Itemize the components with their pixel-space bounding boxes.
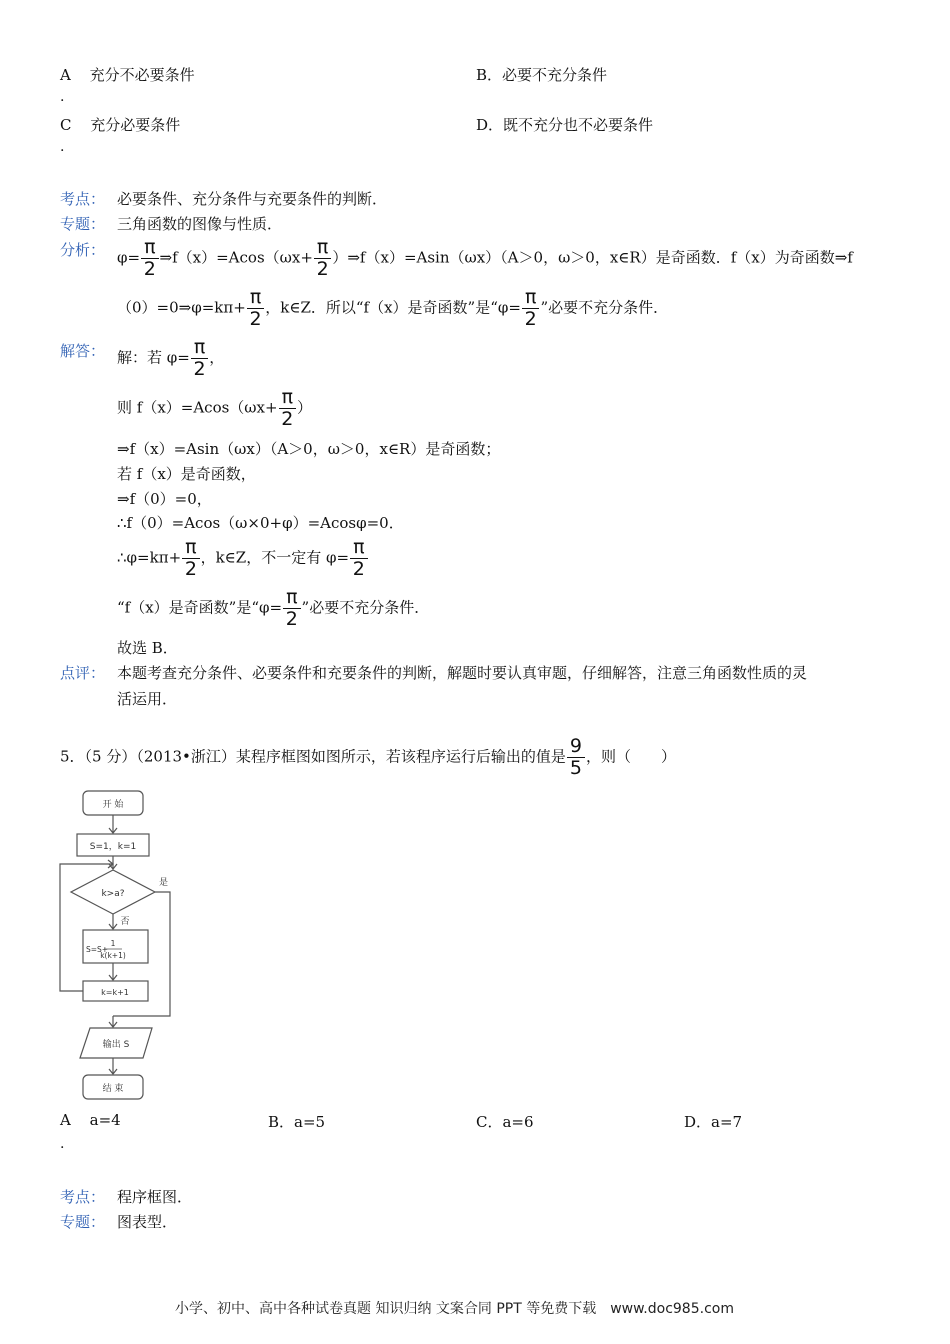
jieda-text: “f（x）是奇函数”是“φ=	[117, 598, 283, 617]
q5-option-a	[60, 1111, 121, 1129]
q5-option-a-dot: .	[60, 1136, 65, 1152]
pi-over-2-fraction	[283, 588, 300, 629]
frac-denominator: 2	[285, 608, 298, 630]
q5-zhuanti-label: 专题：	[60, 1213, 106, 1231]
jieda-text: ，	[209, 348, 225, 367]
pi-over-2-fraction	[141, 238, 158, 279]
q5-option-b: B．a=5	[268, 1113, 326, 1131]
q4-jieda-line-9: 故选 B．	[117, 639, 178, 657]
pi-over-2-fraction	[191, 338, 208, 379]
flow-update-k-label: k=k+1	[101, 988, 129, 997]
q5-option-a-text: a=4	[89, 1111, 121, 1129]
flowchart	[55, 786, 185, 1106]
q5-stem-text: 5．（5 分）（2013•浙江）某程序框图如图所示，若该程序运行后输出的值是	[60, 747, 566, 766]
frac-denominator: 2	[249, 308, 262, 330]
fenxi-text: ⇒f（x）=Acos（ωx+	[159, 248, 313, 267]
flow-yes-label: 是	[159, 878, 169, 888]
q4-option-a	[60, 64, 195, 85]
frac-denominator: 2	[184, 558, 197, 580]
flow-update-s-label: S=S+	[85, 945, 109, 954]
pi-over-2-fraction	[350, 538, 367, 579]
frac-denominator: 2	[281, 408, 294, 430]
q4-option-a-letter: A	[60, 66, 71, 84]
flow-init-label: S=1，k=1	[89, 842, 137, 852]
flow-frac-den: k(k+1)	[100, 951, 126, 960]
pi-over-2-fraction	[182, 538, 199, 579]
jieda-text: ）	[297, 398, 313, 417]
flow-no-label: 否	[120, 917, 130, 927]
frac-numerator: π	[314, 238, 331, 259]
pi-over-2-fraction	[247, 288, 264, 329]
q4-option-d: D．既不充分也不必要条件	[476, 116, 654, 134]
q4-jieda-line-8	[117, 588, 429, 629]
q4-option-a-dot: .	[60, 89, 65, 105]
frac-numerator: 9	[567, 737, 585, 758]
q4-dianping-label: 点评：	[60, 664, 106, 682]
nine-fifths-fraction	[567, 737, 585, 778]
pi-over-2-fraction	[522, 288, 539, 329]
q4-option-a-text: 充分不必要条件	[89, 66, 195, 84]
frac-denominator: 5	[569, 757, 582, 779]
q5-option-a-letter: A	[60, 1111, 71, 1129]
q4-jieda-line-4: 若 f（x）是奇函数，	[117, 465, 256, 483]
q4-fenxi-label: 分析：	[60, 241, 106, 259]
flow-output-label: 输出 S	[102, 1040, 130, 1050]
q4-option-b: B．必要不充分条件	[476, 66, 608, 84]
q4-jieda-line-7	[117, 538, 369, 579]
frac-numerator: π	[182, 538, 199, 559]
frac-numerator: π	[247, 288, 264, 309]
fenxi-phi-eq: φ=	[117, 248, 141, 267]
q4-jieda-line-2	[117, 388, 312, 429]
q5-stem-text: ，则（ ）	[585, 747, 676, 766]
fenxi-text: （0）=0⇒φ=kπ+	[117, 298, 246, 317]
q4-dianping-line-2: 活运用．	[117, 690, 178, 708]
q5-stem	[60, 737, 676, 778]
jieda-text: 则 f（x）=Acos（ωx+	[117, 398, 278, 417]
flow-start-label: 开 始	[102, 800, 124, 810]
jieda-text: ，k∈Z，不一定有 φ=	[200, 548, 350, 567]
frac-denominator: 2	[193, 358, 206, 380]
jieda-text: ”必要不充分条件．	[301, 598, 430, 617]
q5-kaodian-label: 考点：	[60, 1188, 106, 1206]
pi-over-2-fraction	[279, 388, 296, 429]
q4-kaodian-label: 考点：	[60, 190, 106, 208]
jieda-text: ∴φ=kπ+	[117, 548, 182, 567]
q4-option-c	[60, 114, 180, 135]
q4-option-c-text: 充分必要条件	[90, 116, 181, 134]
q4-jieda-line-6: ∴f（0）=Acos（ω×0+φ）=Acosφ=0．	[117, 514, 404, 532]
q5-option-c: C．a=6	[476, 1113, 534, 1131]
q4-kaodian-text: 必要条件、充分条件与充要条件的判断．	[117, 190, 388, 208]
frac-denominator: 2	[143, 258, 156, 280]
fenxi-text: ”必要不充分条件．	[540, 298, 669, 317]
frac-numerator: π	[522, 288, 539, 309]
q5-kaodian-text: 程序框图．	[117, 1188, 193, 1206]
frac-numerator: π	[350, 538, 367, 559]
q4-option-c-dot: .	[60, 139, 65, 155]
page-footer: 小学、初中、高中各种试卷真题 知识归纳 文案合同 PPT 等免费下载 www.doc985.com	[175, 1301, 734, 1317]
jieda-text: 解：若 φ=	[117, 348, 190, 367]
frac-numerator: π	[191, 338, 208, 359]
q4-dianping-line-1: 本题考查充分条件、必要条件和充要条件的判断，解题时要认真审题，仔细解答，注意三角函数性质的灵	[117, 664, 808, 682]
flow-end-label: 结 束	[102, 1084, 124, 1094]
q4-jieda-line-3: ⇒f（x）=Asin（ωx）（A＞0，ω＞0，x∈R）是奇函数；	[117, 440, 501, 458]
q4-jieda-line-5: ⇒f（0）=0，	[117, 490, 212, 508]
q5-option-d: D．a=7	[684, 1113, 743, 1131]
flow-frac-num: 1	[110, 939, 116, 948]
q4-zhuanti-text: 三角函数的图像与性质．	[117, 215, 283, 233]
frac-numerator: π	[141, 238, 158, 259]
q5-zhuanti-text: 图表型．	[117, 1213, 178, 1231]
q4-fenxi-line-1	[117, 238, 853, 279]
frac-denominator: 2	[352, 558, 365, 580]
fenxi-text: ）⇒f（x）=Asin（ωx）（A＞0，ω＞0，x∈R）是奇函数．f（x）为奇函数⇒f	[332, 248, 853, 267]
frac-denominator: 2	[316, 258, 329, 280]
q4-jieda-label: 解答：	[60, 342, 106, 360]
q4-fenxi-line-2	[117, 288, 668, 329]
frac-numerator: π	[279, 388, 296, 409]
flow-condition-label: k>a?	[101, 889, 125, 899]
fenxi-text: ，k∈Z．所以“f（x）是奇函数”是“φ=	[265, 298, 521, 317]
q4-option-c-letter: C	[60, 116, 72, 134]
pi-over-2-fraction	[314, 238, 331, 279]
frac-denominator: 2	[524, 308, 537, 330]
q4-zhuanti-label: 专题：	[60, 215, 106, 233]
q4-jieda-line-1	[117, 338, 224, 379]
frac-numerator: π	[283, 588, 300, 609]
